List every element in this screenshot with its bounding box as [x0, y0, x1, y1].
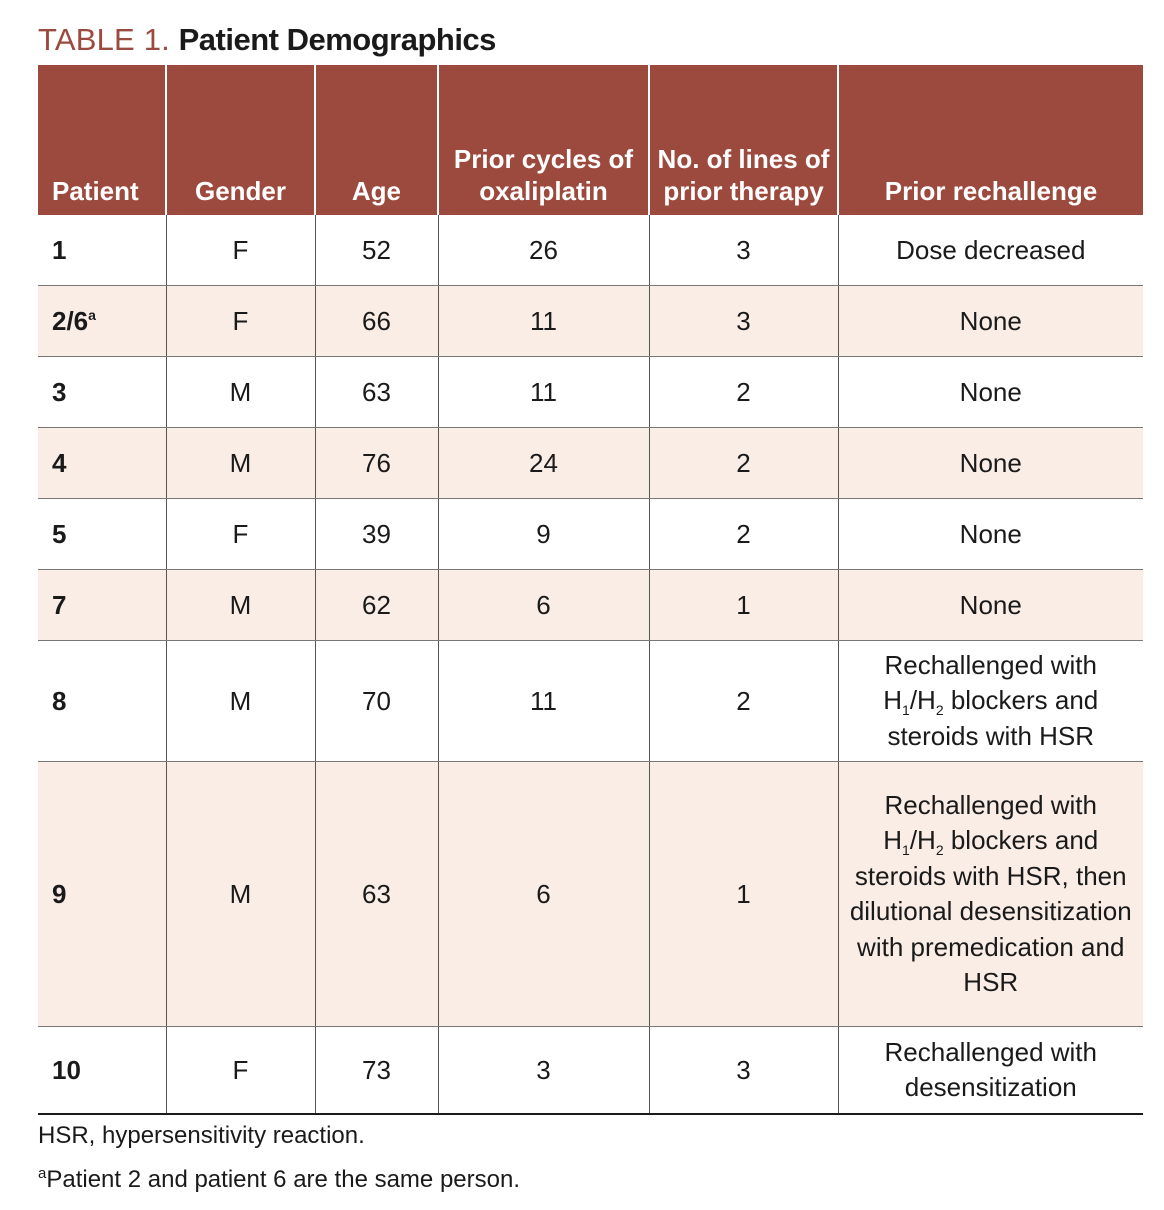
cell-gender: F [166, 215, 315, 286]
cell-patient: 7 [38, 570, 166, 641]
footnote-mark: a [38, 1165, 47, 1182]
cell-age: 66 [315, 286, 438, 357]
cell-patient: 5 [38, 499, 166, 570]
cell-age: 76 [315, 428, 438, 499]
table-row [38, 762, 1143, 1027]
cell-lines: 2 [649, 428, 838, 499]
table-row [38, 357, 1143, 428]
cell-cycles: 26 [438, 215, 649, 286]
table-caption [38, 20, 496, 64]
header-patient: Patient [38, 65, 166, 215]
cell-rechallenge: Dose decreased [838, 215, 1143, 286]
cell-lines: 3 [649, 215, 838, 286]
cell-gender: M [166, 428, 315, 499]
cell-gender: M [166, 570, 315, 641]
cell-rechallenge: Rechallenged with $H_1/H_2$ blockers and steroids with HSR, then dilutional desensitization with premedication and HSR [838, 762, 1143, 1027]
cell-patient: 9 [38, 762, 166, 1027]
cell-patient: 10 [38, 1027, 166, 1115]
footnote-marker: a [88, 307, 96, 323]
cell-cycles: 24 [438, 428, 649, 499]
cell-gender: F [166, 499, 315, 570]
cell-rechallenge: None [838, 428, 1143, 499]
cell-lines: 2 [649, 499, 838, 570]
header-lines-of-therapy: No. of lines of prior therapy [649, 65, 838, 215]
cell-lines: 1 [649, 762, 838, 1027]
cell-patient: 1 [38, 215, 166, 286]
cell-cycles: 3 [438, 1027, 649, 1115]
table-row [38, 570, 1143, 641]
cell-gender: F [166, 1027, 315, 1115]
cell-lines: 3 [649, 286, 838, 357]
cell-cycles: 6 [438, 762, 649, 1027]
cell-rechallenge: None [838, 286, 1143, 357]
cell-rechallenge: None [838, 357, 1143, 428]
table-header [38, 65, 1143, 215]
table-row [38, 428, 1143, 499]
cell-cycles: 11 [438, 357, 649, 428]
table-row [38, 286, 1143, 357]
cell-gender: M [166, 357, 315, 428]
cell-patient [38, 286, 166, 357]
footnote-text: Patient 2 and patient 6 are the same person. [46, 1166, 520, 1193]
cell-age: 39 [315, 499, 438, 570]
cell-lines: 1 [649, 570, 838, 641]
cell-lines: 3 [649, 1027, 838, 1115]
cell-cycles: 11 [438, 286, 649, 357]
cell-age: 73 [315, 1027, 438, 1115]
cell-cycles: 11 [438, 641, 649, 762]
cell-cycles: 6 [438, 570, 649, 641]
cell-age: 62 [315, 570, 438, 641]
cell-age: 63 [315, 762, 438, 1027]
cell-rechallenge: None [838, 570, 1143, 641]
header-prior-cycles: Prior cycles of oxaliplatin [438, 65, 649, 215]
cell-cycles: 9 [438, 499, 649, 570]
patient-id: 2/6 [52, 306, 89, 336]
cell-rechallenge: Rechallenged with $H_1/H_2$ blockers and steroids with HSR [838, 641, 1143, 762]
demographics-table [38, 65, 1143, 1115]
cell-lines: 2 [649, 357, 838, 428]
table-row [38, 1027, 1143, 1115]
table-row [38, 215, 1143, 286]
table-number: TABLE 1. [38, 22, 170, 57]
header-age: Age [315, 65, 438, 215]
cell-age: 63 [315, 357, 438, 428]
footnote-abbreviation: HSR, hypersensitivity reaction. [38, 1122, 365, 1149]
cell-gender: M [166, 762, 315, 1027]
cell-patient: 8 [38, 641, 166, 762]
cell-patient: 4 [38, 428, 166, 499]
header-prior-rechallenge: Prior rechallenge [838, 65, 1143, 215]
cell-age: 52 [315, 215, 438, 286]
cell-gender: F [166, 286, 315, 357]
table-row [38, 499, 1143, 570]
footnote-same-person [38, 1165, 520, 1195]
header-gender: Gender [166, 65, 315, 215]
cell-gender: M [166, 641, 315, 762]
cell-rechallenge: None [838, 499, 1143, 570]
cell-rechallenge: Rechallenged with desensitization [838, 1027, 1143, 1115]
cell-lines: 2 [649, 641, 838, 762]
cell-age: 70 [315, 641, 438, 762]
table-title: Patient Demographics [178, 22, 496, 57]
table-row [38, 641, 1143, 762]
cell-patient: 3 [38, 357, 166, 428]
